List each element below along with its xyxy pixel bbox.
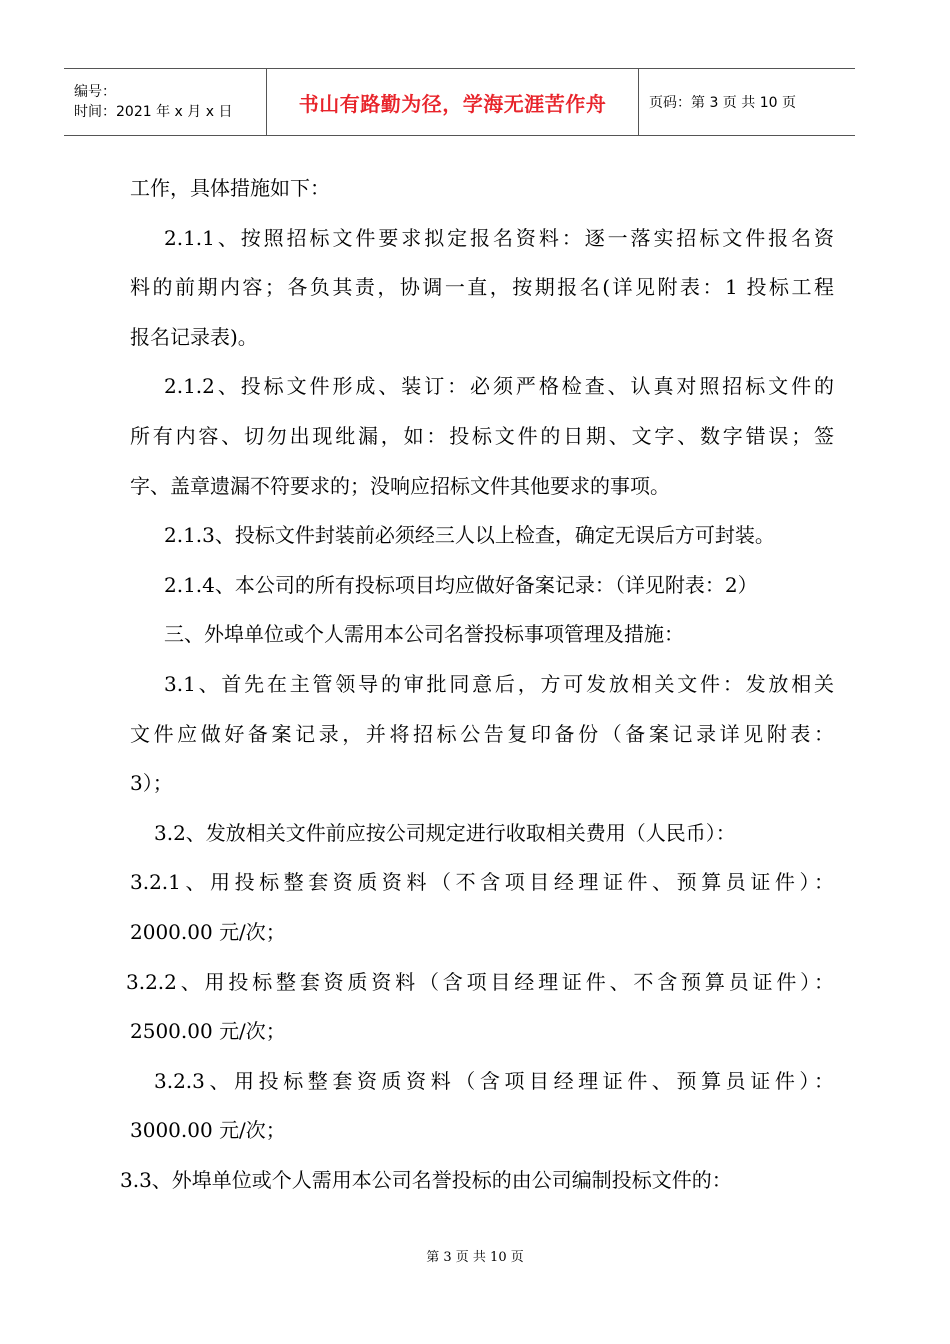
body-line: 3.2.2、用投标整套资质资料（含项目经理证件、不含预算员证件）： <box>126 969 834 994</box>
body-line: 工作，具体措施如下： <box>130 176 330 200</box>
body-line: 料的前期内容；各负其责，协调一直，按期报名(详见附表：1 投标工程 <box>130 275 834 300</box>
header-motto-cell <box>266 69 639 135</box>
body-line: 2000.00 元/次； <box>130 919 286 944</box>
body-line: 字、盖章遗漏不符要求的；没响应招标文件其他要求的事项。 <box>130 473 670 498</box>
page-footer: 第 3 页 共 10 页 <box>426 1250 524 1265</box>
header-motto: 书山有路勤为径，学海无涯苦作舟 <box>298 91 607 116</box>
body-line: 3.1、首先在主管领导的审批同意后，方可发放相关文件：发放相关 <box>164 671 834 696</box>
body-line: 3）； <box>130 771 173 796</box>
body-line: 3000.00 元/次； <box>130 1118 286 1143</box>
body-line: 2.1.4、本公司的所有投标项目均应做好备案记录：（详见附表：2） <box>164 572 758 597</box>
document-body <box>120 164 834 1205</box>
body-line: 报名记录表)。 <box>130 324 258 349</box>
header-page-cell <box>639 69 855 135</box>
doc-number-label: 编号： <box>74 84 116 100</box>
header-page-number: 页码：第 3 页 共 10 页 <box>649 95 796 111</box>
body-line: 3.3、外埠单位或个人需用本公司名誉投标的由公司编制投标文件的： <box>120 1167 732 1192</box>
body-line: 3.2.3、用投标整套资质资料（含项目经理证件、预算员证件）： <box>154 1068 834 1093</box>
body-line: 三、外埠单位或个人需用本公司名誉投标事项管理及措施： <box>164 622 684 647</box>
body-line: 文件应做好备案记录，并将招标公告复印备份（备案记录详见附表： <box>130 721 834 746</box>
page-header <box>64 68 855 136</box>
body-line: 2.1.1、按照招标文件要求拟定报名资料：逐一落实招标文件报名资 <box>164 225 834 250</box>
body-line: 2.1.3、投标文件封装前必须经三人以上检查，确定无误后方可封装。 <box>164 523 775 548</box>
body-line: 3.2、发放相关文件前应按公司规定进行收取相关费用（人民币）： <box>154 820 736 845</box>
doc-time-label: 时间：2021 年 x 月 x 日 <box>74 104 233 120</box>
body-line: 所有内容、切勿出现纰漏，如：投标文件的日期、文字、数字错误；签 <box>130 423 834 448</box>
body-line: 3.2.1、用投标整套资质资料（不含项目经理证件、预算员证件）： <box>130 870 834 895</box>
header-meta <box>64 69 266 135</box>
body-line: 2500.00 元/次； <box>130 1019 286 1044</box>
body-line: 2.1.2、投标文件形成、装订：必须严格检查、认真对照招标文件的 <box>164 374 834 399</box>
